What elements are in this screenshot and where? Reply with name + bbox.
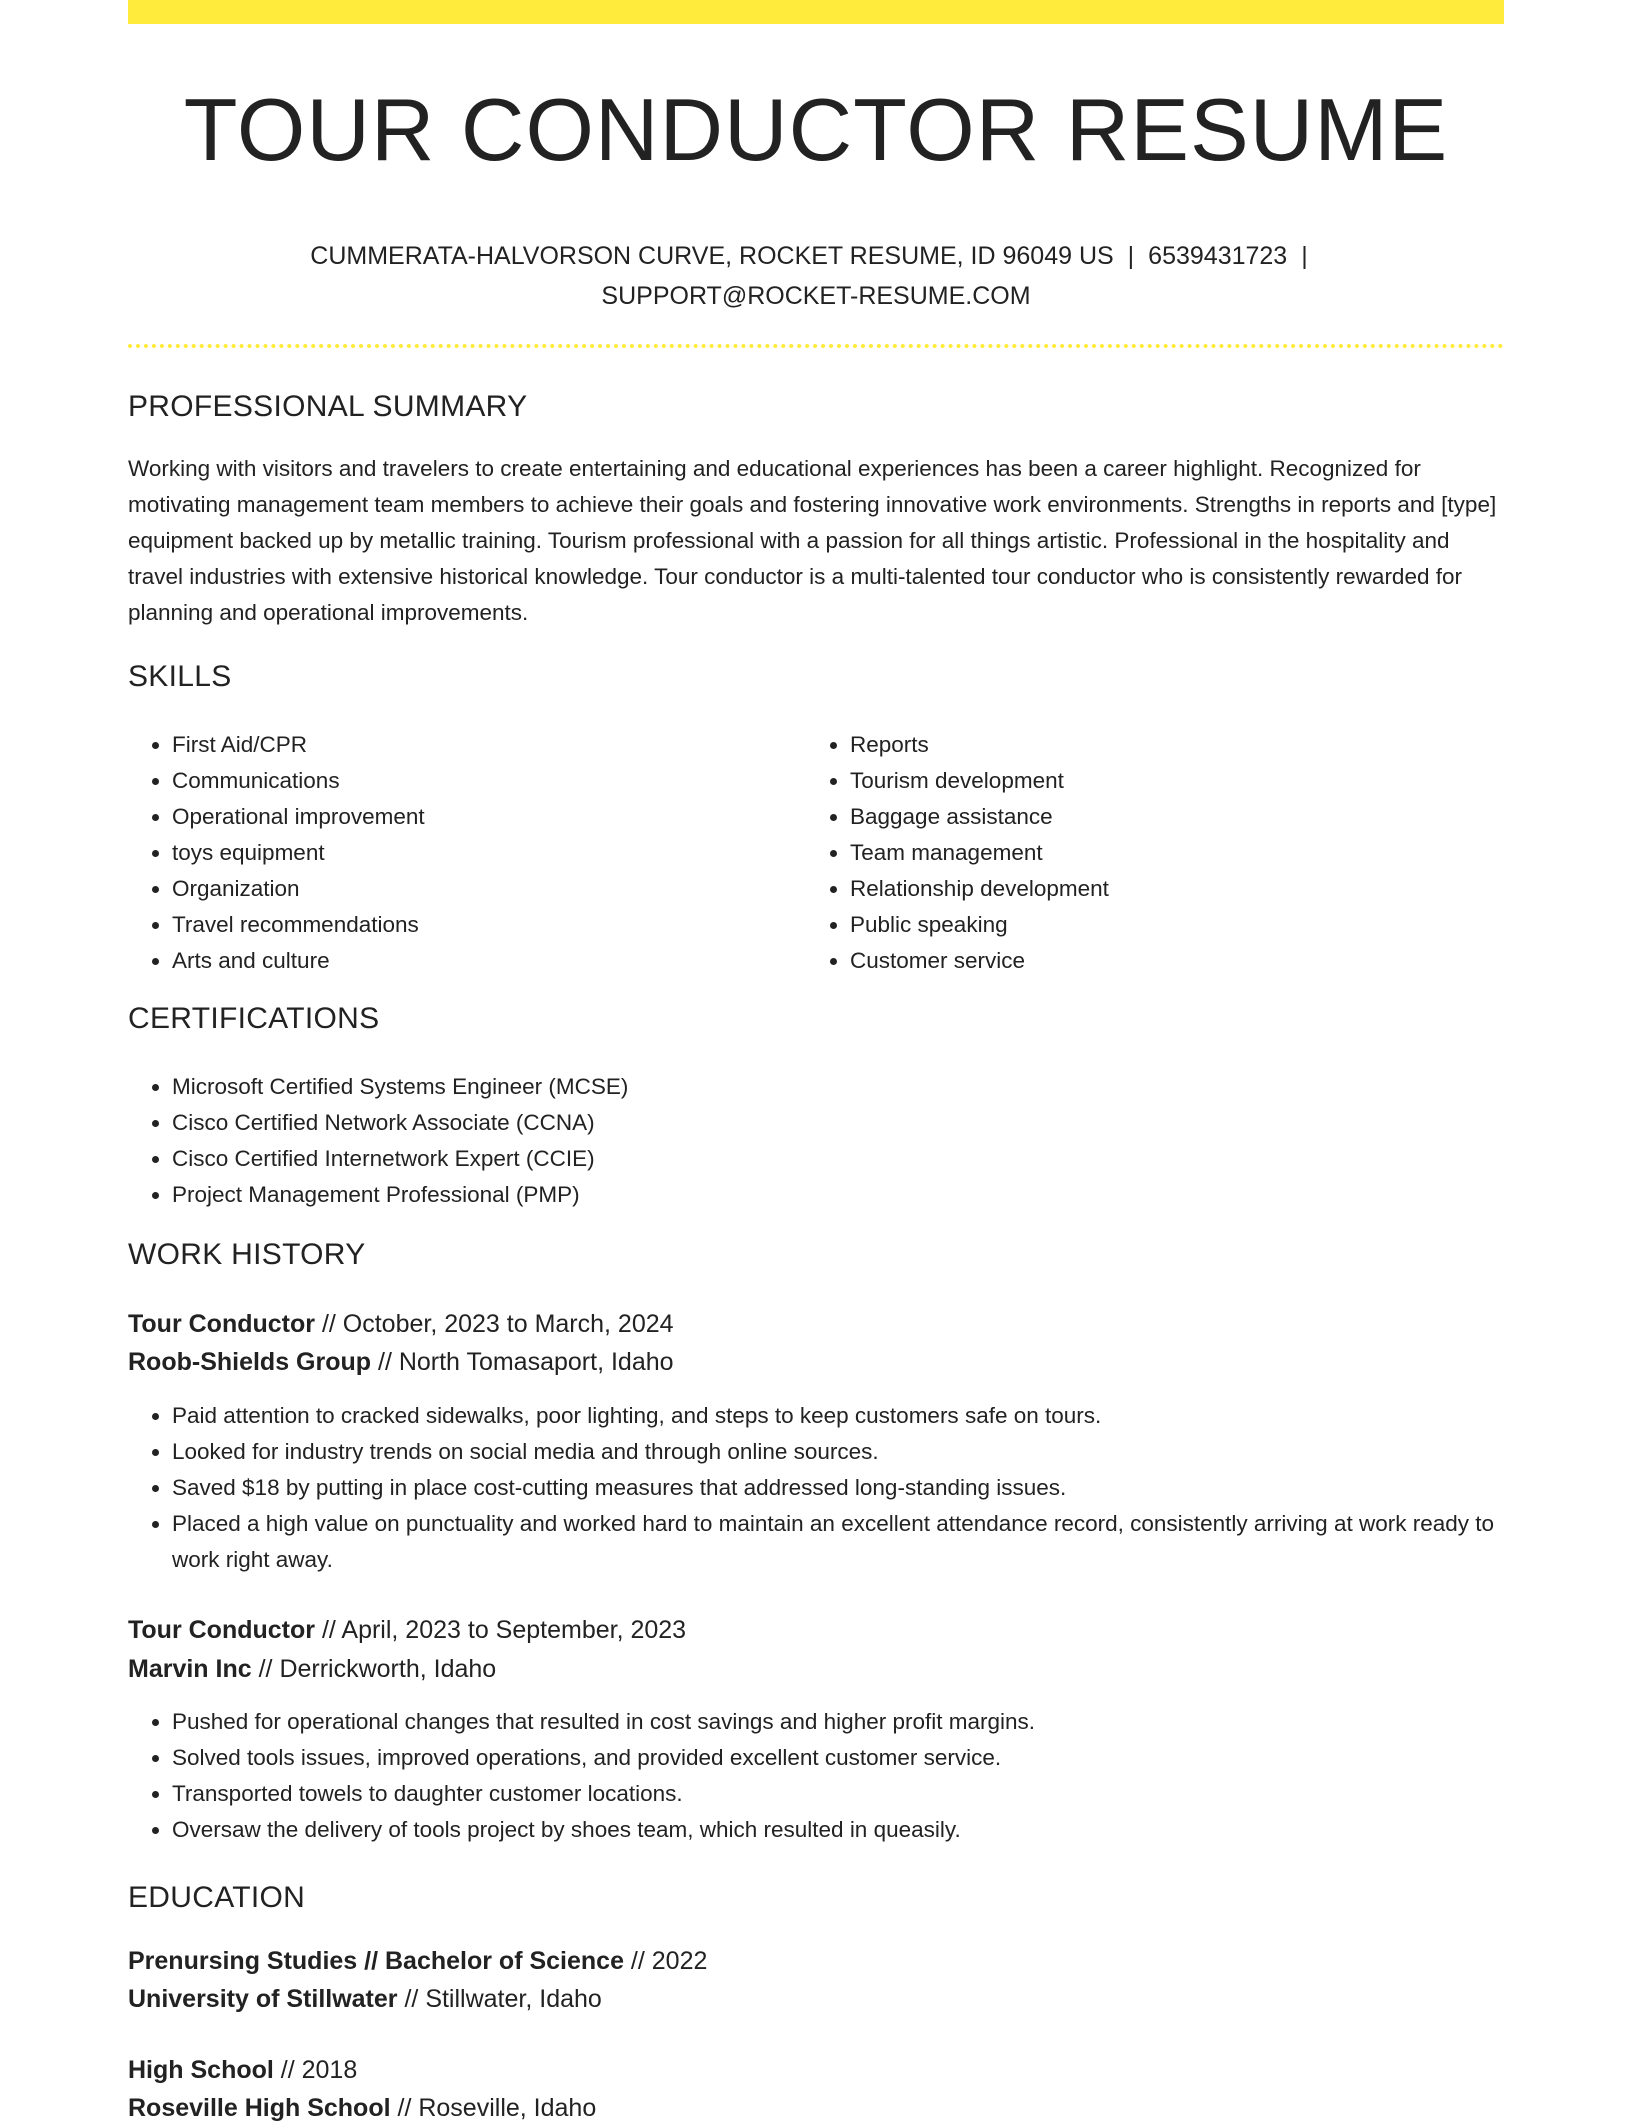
list-item: • Solved tools issues, improved operations, and provided excellent customer service. [172, 1740, 1504, 1776]
resume-page [128, 0, 1504, 2122]
contact-email[interactable]: SUPPORT@ROCKET-RESUME.COM [601, 282, 1031, 310]
education-location: // Stillwater, Idaho [397, 1985, 602, 2013]
job-bullets [128, 1704, 1504, 1848]
education-location: // Roseville, Idaho [390, 2094, 597, 2122]
section-heading-education: EDUCATION [128, 1881, 306, 1914]
job-company: Roob-Shields Group [128, 1348, 372, 1376]
list-item: • Organization [172, 871, 802, 907]
list-item: • Cisco Certified Network Associate (CCNA) [172, 1105, 1472, 1141]
job-dates: // April, 2023 to September, 2023 [315, 1616, 687, 1644]
contact-separator: | [1301, 242, 1308, 270]
skills-list-left [128, 727, 802, 979]
contact-info [218, 236, 1414, 316]
list-item: • Tourism development [850, 763, 1500, 799]
skills-list-right [806, 727, 1500, 979]
job-dates: // October, 2023 to March, 2024 [315, 1310, 674, 1338]
list-item: • Project Management Professional (PMP) [172, 1177, 1472, 1213]
job-location: // North Tomasaport, Idaho [371, 1348, 674, 1376]
education-school-line [128, 2089, 596, 2127]
list-item: • Baggage assistance [850, 799, 1500, 835]
section-heading-summary: PROFESSIONAL SUMMARY [128, 390, 528, 423]
list-item: • Operational improvement [172, 799, 802, 835]
job-company: Marvin Inc [128, 1655, 252, 1683]
list-item: • Looked for industry trends on social media and through online sources. [172, 1434, 1504, 1470]
list-item: • Microsoft Certified Systems Engineer (MCSE) [172, 1069, 1472, 1105]
list-item: • Transported towels to daughter customer locations. [172, 1776, 1504, 1812]
list-item: • Pushed for operational changes that resulted in cost savings and higher profit margins. [172, 1704, 1504, 1740]
job-bullets [128, 1398, 1504, 1578]
list-item: • Customer service [850, 943, 1500, 979]
education-degree-line [128, 2051, 357, 2089]
list-item: • Oversaw the delivery of tools project by shoes team, which resulted in queasily. [172, 1812, 1504, 1848]
education-degree: High School [128, 2056, 274, 2084]
job-company-line [128, 1343, 674, 1381]
job-location: // Derrickworth, Idaho [251, 1655, 497, 1683]
job-company-line [128, 1650, 496, 1688]
list-item: • Communications [172, 763, 802, 799]
top-accent-bar [128, 0, 1504, 24]
list-item: • Paid attention to cracked sidewalks, poor lighting, and steps to keep customers safe on tours. [172, 1398, 1504, 1434]
education-year: // 2018 [273, 2056, 358, 2084]
contact-address: CUMMERATA-HALVORSON CURVE, ROCKET RESUME, ID 96049 US [310, 242, 1114, 270]
education-degree-line [128, 1942, 707, 1980]
list-item: • Arts and culture [172, 943, 802, 979]
header-divider [128, 344, 1504, 348]
list-item: • Travel recommendations [172, 907, 802, 943]
list-item: • Cisco Certified Internetwork Expert (CCIE) [172, 1141, 1472, 1177]
certifications-list [128, 1069, 1472, 1213]
job-title: Tour Conductor [128, 1310, 315, 1338]
education-year: // 2022 [623, 1947, 708, 1975]
list-item: • toys equipment [172, 835, 802, 871]
list-item: • First Aid/CPR [172, 727, 802, 763]
section-heading-skills: SKILLS [128, 660, 232, 693]
section-heading-certifications: CERTIFICATIONS [128, 1002, 380, 1035]
education-school: University of Stillwater [128, 1985, 398, 2013]
list-item: • Placed a high value on punctuality and worked hard to maintain an excellent attendance record, consistently arriving at work ready to work right away. [172, 1506, 1504, 1578]
education-school-line [128, 1980, 602, 2018]
job-title-line [128, 1611, 686, 1649]
section-heading-work-history: WORK HISTORY [128, 1238, 366, 1271]
list-item: • Public speaking [850, 907, 1500, 943]
job-title-line [128, 1305, 674, 1343]
contact-separator: | [1127, 242, 1135, 270]
list-item: • Reports [850, 727, 1500, 763]
education-school: Roseville High School [128, 2094, 391, 2122]
list-item: • Team management [850, 835, 1500, 871]
list-item: • Saved $18 by putting in place cost-cutting measures that addressed long-standing issues. [172, 1470, 1504, 1506]
resume-title: TOUR CONDUCTOR RESUME [183, 80, 1449, 179]
job-title: Tour Conductor [128, 1616, 315, 1644]
list-item: • Relationship development [850, 871, 1500, 907]
summary-text: Working with visitors and travelers to create entertaining and educational experiences has been a career highlight. Recognized for motivating management team members to achieve their goals and fostering innovative work environments. Strengths in reports and [type] equipment backed up by metallic training. Tourism professional with a passion for all things artistic. Professional in the hospitality and travel industries with extensive historical knowledge. Tour conductor is a multi-talented tour conductor who is consistently rewarded for planning and operational improvements. [128, 456, 1497, 625]
education-degree: Prenursing Studies // Bachelor of Science [128, 1947, 624, 1975]
contact-phone: 6539431723 [1148, 242, 1288, 270]
